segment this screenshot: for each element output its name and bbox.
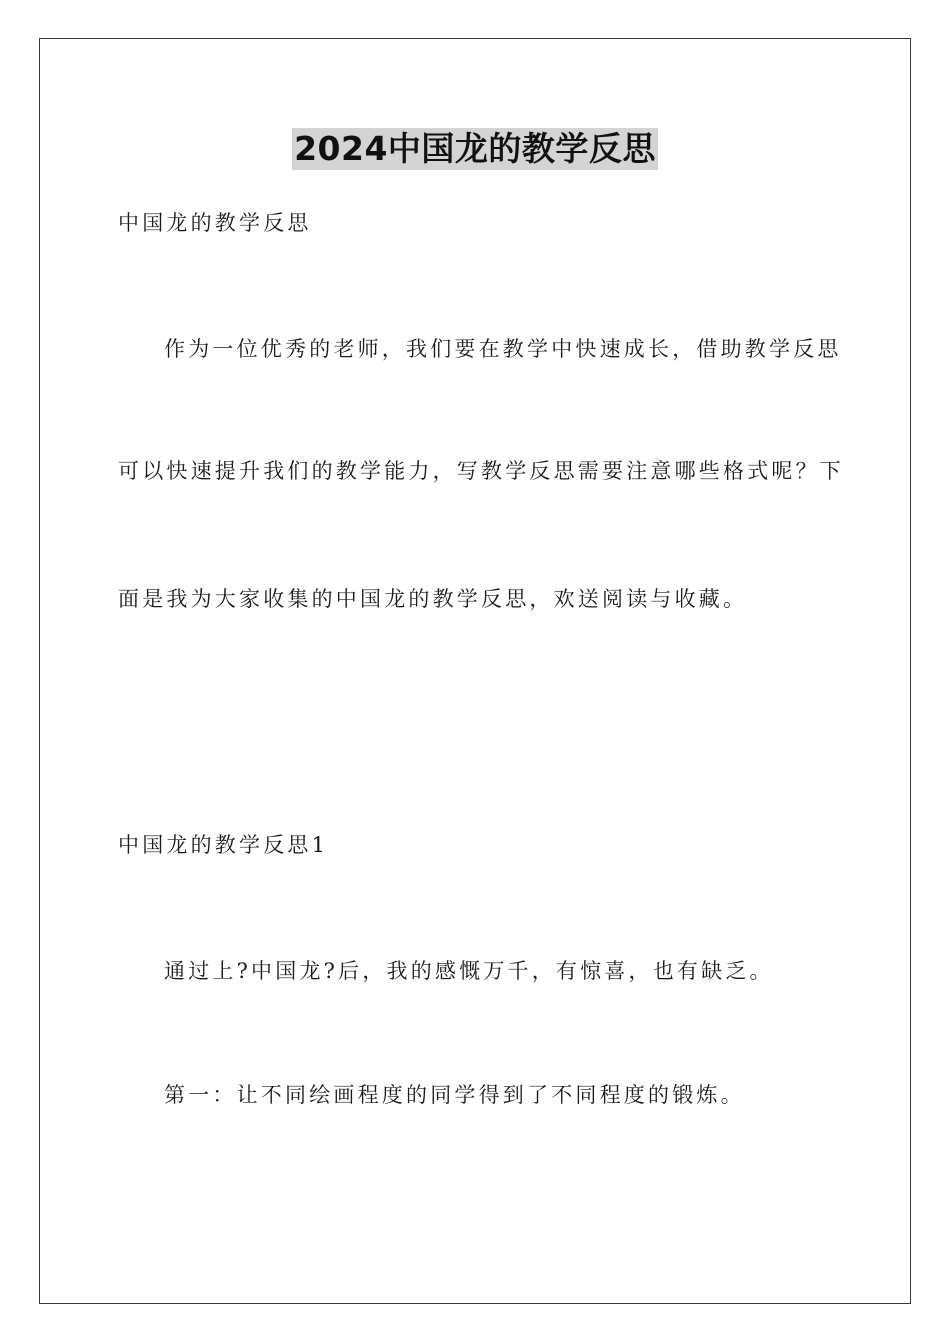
section-paragraph-1: 通过上?中国龙?后，我的感慨万千，有惊喜，也有缺乏。: [164, 959, 774, 983]
document-subtitle: 中国龙的教学反思: [118, 211, 312, 235]
intro-line-1: 作为一位优秀的老师，我们要在教学中快速成长，借助教学反思: [164, 337, 842, 361]
document-title: 2024中国龙的教学反思: [294, 129, 656, 168]
section-heading: 中国龙的教学反思1: [118, 833, 329, 857]
title-container: [0, 128, 950, 170]
intro-line-3: 面是我为大家收集的中国龙的教学反思，欢送阅读与收藏。: [118, 587, 748, 611]
section-paragraph-2: 第一：让不同绘画程度的同学得到了不同程度的锻炼。: [164, 1083, 745, 1107]
intro-line-2: 可以快速提升我们的教学能力，写教学反思需要注意哪些格式呢？下: [118, 459, 844, 483]
